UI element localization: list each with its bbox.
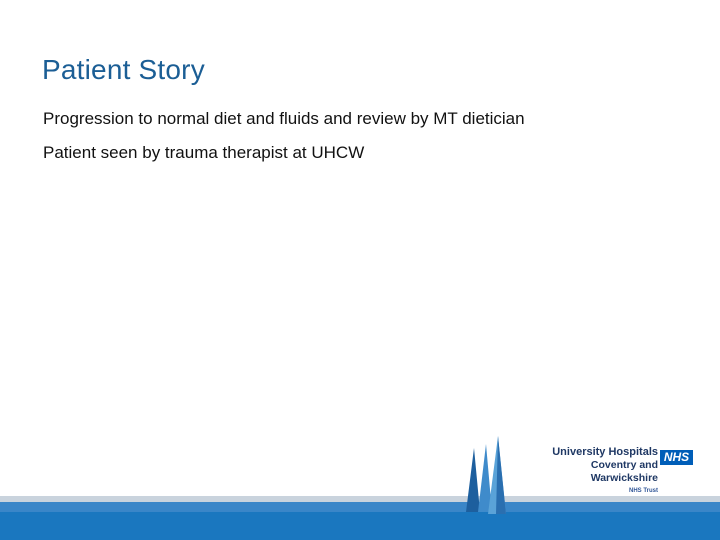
logo-line-coventry: Coventry and Warwickshire	[590, 459, 658, 484]
footer-blue-band-upper	[0, 502, 720, 512]
trust-logo-text	[528, 446, 658, 497]
logo-line-university: University Hospitals	[552, 446, 658, 458]
body-line-diet: Progression to normal diet and fluids and review by MT dietician	[43, 109, 525, 128]
slide-title: Patient Story	[42, 54, 205, 85]
logo-line-trust: NHS Trust	[628, 488, 658, 494]
footer-blue-band	[0, 512, 720, 540]
spire-left	[466, 448, 480, 512]
body-line-therapist: Patient seen by trauma therapist at UHCW	[43, 143, 365, 162]
nhs-logo-badge: NHS	[660, 450, 693, 465]
